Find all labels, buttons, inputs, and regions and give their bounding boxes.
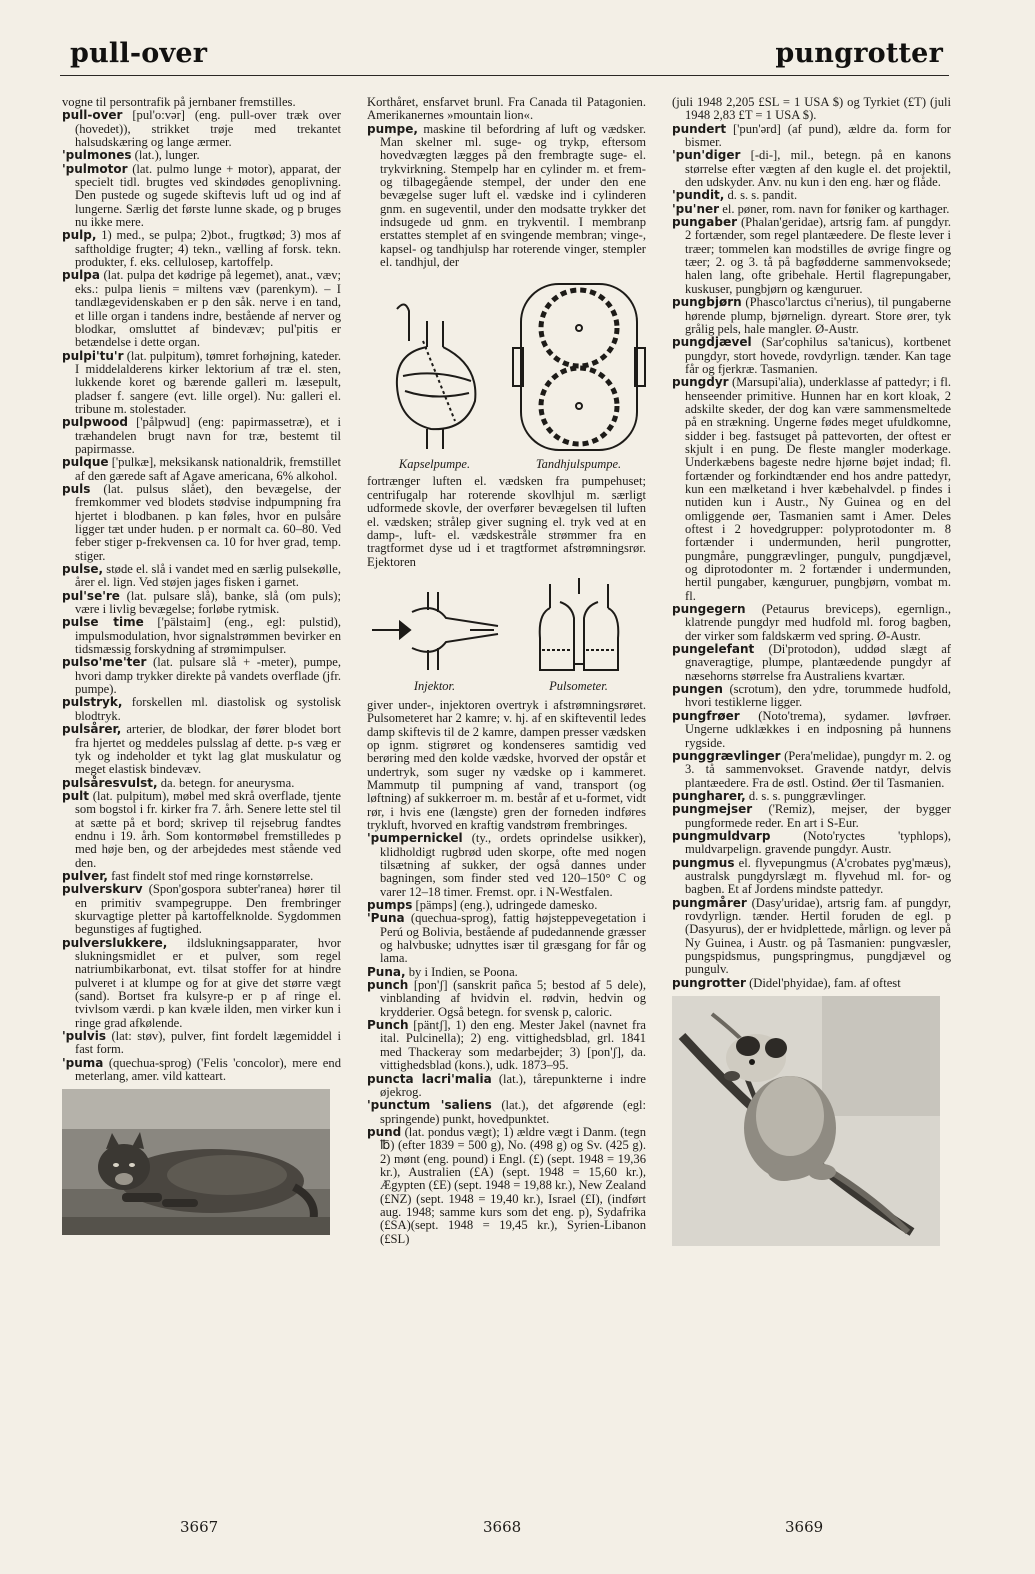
entry-definition: ['pun'ərd] (af pund), ældre da. form for bismer.: [685, 121, 951, 150]
entry-definition: ['pålpwud] (eng: papirmassetræ), et i træhandelen brugt navn for træ, bestemt til papirmasse.: [75, 415, 341, 456]
entry-headword: 'pundit,: [672, 188, 725, 203]
dictionary-entry: [62, 149, 341, 162]
entry-definition: (Spon'gospora subter'ranea) hører til en primitiv svampegruppe. Den frembringer skurvagtige pletter på kartoffelknolde. Sygdommen begunstiges af fugtighed.: [75, 882, 341, 937]
page-number-right: 3669: [785, 1518, 824, 1536]
gear-pump-figure: [511, 278, 646, 471]
entry-headword: 'pumpernickel: [367, 831, 463, 846]
pulsometer-caption: Pulsometer.: [549, 678, 608, 693]
entry-headword: pungmejser: [672, 802, 753, 817]
entry-definition: (lat.), det afgørende (egl: springende) punkt, hovedpunktet.: [380, 1098, 646, 1126]
entry-definition: (lat.), lunger.: [131, 148, 200, 163]
entry-definition: da. betegn. for aneurysma.: [157, 775, 295, 790]
dictionary-entry: [672, 96, 951, 123]
entry-definition: forskellen ml. diastolisk og systolisk blodtryk.: [75, 695, 341, 723]
dictionary-entry: [672, 830, 951, 857]
entry-definition: [pämps] (eng.), udringede damesko.: [412, 898, 598, 913]
entry-headword: pulpa: [62, 268, 100, 283]
dictionary-entry: [672, 643, 951, 683]
dictionary-entry: [672, 750, 951, 790]
dictionary-entry: [62, 416, 341, 456]
dictionary-entry: [672, 857, 951, 897]
entry-definition: (lat: støv), pulver, fint fordelt lægemiddel i fast form.: [75, 1029, 341, 1057]
entry-definition: (juli 1948 2,205 £SL = 1 USA $) og Tyrkiet (£T) (juli 1948 2,83 £T = 1 USA $).: [672, 95, 951, 123]
entry-headword: pungdjævel: [672, 335, 752, 350]
dictionary-entry: [672, 203, 951, 216]
dictionary-entry: [62, 883, 341, 936]
entry-headword: pungegern: [672, 602, 746, 617]
entry-headword: 'pun'diger: [672, 148, 741, 163]
entry-definition: (Sar'cophilus sa'tanicus), kortbenet pungdyr, stort hovede, rovdyrlign. tænder. Kan tage får og fjerkræ. Tasmanien.: [685, 335, 951, 376]
entry-headword: pungelefant: [672, 642, 755, 657]
entry-headword: pulso'me'ter: [62, 655, 147, 670]
entry-headword: pungaber: [672, 215, 738, 230]
entry-headword: pungen: [672, 682, 723, 697]
entry-headword: pumpe,: [367, 121, 418, 136]
capsule-pump-caption: Kapselpumpe.: [398, 457, 471, 472]
entry-definition: (lat. pulpitum), møbel med skrå overflade, tjente som bogstol i fr. kirker fra 7. årh. Senere lette stel til at sætte på et bord; skrivep til rejsebrug fandtes endnu i 19. årh. Som kontormøbel fremstilledes p med høje ben, og der arbejdedes mest stående ved den.: [75, 788, 341, 870]
entry-headword: pulp,: [62, 228, 97, 243]
entry-definition: arterier, de blodkar, der fører blodet bort fra hjertet og meddeles pulsslag af dette. p-s væg er tyk og indeholder et tykt lag glat muskulatur og meget elastisk bindevæv.: [75, 722, 341, 777]
entry-definition: ['pulkæ], meksikansk nationaldrik, fremstillet af den gærede saft af Agave americana, 6% alkohol.: [75, 455, 341, 483]
column-middle-lead: Korthåret, ensfarvet brunl. Fra Canada til Patagonien. Amerikanernes »mountain lion«.: [367, 95, 646, 123]
pulsometer-diagram: [524, 578, 634, 678]
entry-definition: [pul'o:vər] (eng. pull-over træk over (hovedet)), strikket trøje med trekantet halsudskæring og lange ærmer.: [75, 108, 341, 150]
entry-headword: 'pulmones: [62, 148, 132, 163]
entry-headword: pungmuldvarp: [672, 828, 771, 843]
gear-pump-diagram: [509, 278, 649, 456]
entry-headword: pungmus: [672, 855, 735, 870]
entry-definition: (lat. pulmo lunge + motor), apparat, der specielt tidl. brugtes ved skindødes genoplivning. Den pustede og sugede skiftevis luft ud og ind af lungerne. Særlig det første lunne skade, og p bruges nu ikke mere.: [75, 161, 341, 230]
dictionary-entry: [62, 1057, 341, 1084]
dictionary-entry: [672, 790, 951, 803]
entry-definition: by i Indien, se Poona.: [405, 964, 518, 979]
dictionary-entry: [62, 937, 341, 1030]
dictionary-entry: [62, 616, 341, 656]
entry-headword: pungharer,: [672, 788, 746, 803]
dictionary-entry: [672, 683, 951, 710]
capsule-pump-figure: [367, 281, 502, 471]
entry-headword: pulpwood: [62, 415, 128, 430]
entry-definition: (Noto'ryctes 'typhlops), muldvarpelign. gravende pungdyr. Austr.: [685, 828, 951, 857]
entry-definition: (Phasco'larctus ci'nerius), til pungaberne hørende plump, bjørnelign. dyreart. Store ører, tyk grålig pels, hale mangler. Ø-Austr.: [685, 295, 951, 336]
entry-definition: d. s. s. pandit.: [724, 188, 798, 203]
dictionary-entry: [62, 96, 341, 109]
dictionary-entry: [62, 870, 341, 883]
dictionary-entry: [62, 456, 341, 483]
dictionary-entry: [672, 336, 951, 376]
dictionary-entry: [62, 777, 341, 790]
puma-photo: [62, 1089, 330, 1235]
entry-definition: (Phalan'geridae), artsrig fam. af pungdyr. 2 fortænder, som regel plantæedere. De fleste lever i træer; tommelen kan modstilles de øvrige fingre og tæer; 2. og 3. tå på bagfødderne sammenvoksede; halen lang, ofte gribehale. Hertil flagrepungaber, kuskuser, pungbjørn og kænguruer.: [685, 215, 951, 296]
entry-headword: pulverslukkere,: [62, 935, 168, 950]
column-right-entries: [672, 96, 951, 990]
dictionary-entry: [672, 710, 951, 750]
dictionary-entry: [62, 590, 341, 617]
entry-definition: ildslukningsapparater, hvor slukningsmidlet er et pulver, som regel natriumbikarbonat, evt. tilsat stoffer for at hindre pulveret i at klumpe og for at give det større vægt (sand). Bortset fra kulsyre-p er p af ringe el. tvivlsom værdi. p kan kvæle ilden, men virker kun i ringe grad afkølende.: [75, 935, 341, 1030]
opossum-photo: [672, 996, 940, 1246]
entry-definition: (lat. pulsus slået), den bevægelse, der fremkommer ved blodets stødvise indpumpning fra hjertet i blodbanen. p kan føles, hvor en pulsåre ligger tæt under huden. p er normalt ca. 60–80. Ved feber stiger p-frekvensen ca. 10 for hver grad, temp. stiger.: [75, 481, 341, 563]
dictionary-entry: [367, 899, 646, 912]
entry-definition: (Di'protodon), uddød slægt af gnaveragtige, plumpe, plantæedende pungdyr af næsehorns størrelse fra Australiens kvartær.: [685, 642, 951, 683]
entry-headword: pulstryk,: [62, 695, 123, 710]
injector-caption: Injektor.: [413, 678, 456, 693]
entry-definition: [pon'ʃ] (sanskrit pañca 5; bestod af 5 dele), vinblanding af hvidvin el. rødvin, hedvin og krydderier. Også betegn. for svensk p, caloric.: [380, 978, 646, 1019]
pump-figures: [367, 274, 646, 471]
dictionary-entry: [62, 656, 341, 696]
entry-headword: punch: [367, 978, 409, 993]
entry-headword: pulpi'tu'r: [62, 348, 124, 363]
dictionary-entry: [62, 269, 341, 349]
gear-pump-caption: Tandhjulspumpe.: [535, 457, 622, 472]
entry-headword: pungmårer: [672, 895, 747, 910]
dictionary-entry: [672, 123, 951, 150]
entry-definition: (Pera'melidae), pungdyr m. 2. og 3. tå sammenvokset. Gravende natdyr, delvis plantæedere. Fra de østl. Ostind. Øer til Tasmanien.: [685, 748, 951, 790]
column-middle-entries-b: [367, 832, 646, 1246]
entry-headword: Punch: [367, 1018, 409, 1033]
entry-headword: 'pulmotor: [62, 161, 128, 176]
dictionary-entry: [62, 563, 341, 590]
dictionary-entry: [62, 109, 341, 149]
column-left: [62, 96, 341, 1235]
dictionary-entry: [672, 897, 951, 977]
entry-headword: 'pu'ner: [672, 201, 720, 216]
dictionary-entry: [367, 966, 646, 979]
column-right: [672, 96, 951, 1246]
jet-figures: [367, 573, 646, 693]
entry-headword: pul'se're: [62, 588, 120, 603]
dictionary-entry: [367, 1126, 646, 1246]
dictionary-entry: [62, 163, 341, 230]
entry-definition: [-di-], mil., betegn. på en kanons størrelse efter vægten af den kugle el. det projektil, den udskyder. Anv. nu kun i den eng. hær og flåde.: [685, 148, 951, 190]
entry-definition: (Petaurus breviceps), egernlign., klatrende pungdyr med hudfold ml. forog bagben, der virker som faldskærm ved spring. Ø-Austr.: [685, 602, 951, 643]
entry-headword: pulverskurv: [62, 882, 143, 897]
entry-definition: (Marsupi'alia), underklasse af pattedyr; i fl. henseender primitive. Hunnen har en kort kloak, 2 adskilte skeder, der dog kan være sammensmeltede på en strækning. Ungerne fødes meget ufuldkomne, sidder i beg. fastsuget på pattevorten, der oftest er skjult i en pung. De fleste mangler moderkage. Underkæbens bageste nedre hjørne bøjet indad; fl. fortænder og forkindtænder end hos andre pattedyr, kun een mælketand i hver kæbehalvdel. p findes i nutiden kun i Austr., Ny Guinea og en del omliggende øer, Tasmanien samt i Amer. Deles oftest i 2 hovedgrupper: polyprotodonter m. 8 fortænder i undermunden, heril pungrotter, pungmåre, punggrævlinger, pungulv, pungdjævel, og diprotodonter m. 2 fortænder i undermunden, hertil pungaber, kænguruer, pungbjørn, vombat m. fl.: [685, 375, 951, 603]
entry-definition: el. pøner, rom. navn for føniker og karthager.: [719, 201, 950, 216]
injector-figure: [367, 582, 502, 693]
guide-word-right: pungrotter: [775, 38, 943, 69]
entry-headword: Puna,: [367, 964, 406, 979]
dictionary-entry: [62, 229, 341, 269]
entry-definition: maskine til befordring af luft og vædsker. Man skelner ml. suge- og trykp, eftersom hovedvægten lægges på den frembragte suge- el. trykvirkning. Stempelp har en cylinder m. et frem- og tilbagegående stempel, der under den ene bevægelse suger luft el. vædske ind i cylinderen gnm. en sugeventil, under den modsatte trykker det indsugede ud gnm. en trykventil. I membranp erstattes stemplet af en svingende membran; vinge-, kapsel- og tandhjulsp har roterende vinger, stempler el. tandhjul, der: [380, 121, 646, 270]
entry-headword: pungbjørn: [672, 295, 742, 310]
entry-headword: puls: [62, 481, 91, 496]
guide-word-left: pull-over: [70, 38, 208, 69]
entry-definition: (quechua-sprog), fattig højsteppevegetation i Perú og Bolivia, bestående af pudedannende græsser og halvbuske; udnyttes især til græsgang for får og lama.: [380, 911, 646, 966]
dictionary-entry: [62, 350, 341, 417]
entry-headword: 'puma: [62, 1055, 104, 1070]
header-rule: [60, 75, 949, 76]
entry-headword: puncta lacri'malia: [367, 1071, 492, 1086]
injector-diagram: [370, 582, 500, 678]
entry-headword: pund: [367, 1124, 402, 1139]
entry-definition: (scrotum), den ydre, torummede hudfold, hvori testiklerne ligger.: [685, 682, 951, 710]
entry-definition: (Noto'trema), sydamer. løvfrøer. Ungerne udklækkes i en indposning på hunnens rygside.: [685, 708, 951, 750]
capsule-pump-diagram: [375, 281, 495, 456]
pulsometer-figure: [511, 578, 646, 693]
dictionary-entry: [62, 1030, 341, 1057]
entry-headword: pulver,: [62, 868, 108, 883]
entry-definition: 1) med., se pulpa; 2)bot., frugtkød; 3) mos af saftholdige frugter; 4) tekn., vælling af forsk. tekn. produkter, f. eks. cellulosep, kartoffelp.: [75, 228, 341, 270]
entry-definition: støde el. slå i vandet med en særlig pulsekølle, årer el. lign. Ved støjen jages fisken i garnet.: [75, 562, 341, 590]
entry-headword: pumps: [367, 898, 413, 913]
dictionary-entry: [672, 216, 951, 296]
page-number-middle: 3668: [483, 1518, 522, 1536]
dictionary-entry: [672, 189, 951, 202]
entry-definition: ('Remiz), mejser, der bygger pungformede reder. En art i S-Eur.: [685, 802, 951, 830]
entry-definition: vogne til persontrafik på jernbaner fremstilles.: [62, 95, 296, 109]
entry-headword: pungfrøer: [672, 708, 740, 723]
entry-definition: [päntʃ], 1) den eng. Mester Jakel (navnet fra ital. Pulcinella); 2) eng. vittighedsblad, grl. 1841 med Thackeray som medarbejder; 3) [pon'ʃ], da. vittighedsblad (kons.), udk. 1873–95.: [380, 1018, 646, 1073]
dictionary-entry: [367, 1073, 646, 1100]
dictionary-entry: [367, 1099, 646, 1126]
entry-definition: (quechua-sprog) ('Felis 'concolor), mere end meterlang, amer. vild katteart.: [75, 1055, 341, 1084]
dictionary-entry: [367, 123, 646, 270]
entry-definition: (lat.), tårepunkterne i indre øjekrog.: [380, 1071, 646, 1099]
column-middle: [367, 96, 646, 1246]
dictionary-entry: [367, 912, 646, 965]
column-middle-after-text: giver under-, injektoren overtryk i afstrømningsrøret. Pulsometeret har 2 kamre; v. hj. af en skifteventil ledes damp skiftevis til de 2 kamre, dampen presser vædsken op ignm. stigrøret og kondenseres samtidig ved berøring med den kolde vædske, hvorved der opstår et undertryk, som suger ny vædske op i kammeret. Mammutp til pumpning af vand, transport (og løftning) af sukkerroer m. m. består af et u-formet, vidt rør, i hvis ene (længste) gren der forneden indføres trykluft, hvorved en kraftig vandstrøm frembringes.: [367, 697, 646, 832]
column-middle-entries-a: [367, 123, 646, 270]
dictionary-entry: [62, 723, 341, 776]
entry-headword: 'punctum 'saliens: [367, 1098, 492, 1113]
entry-definition: fast findelt stof med ringe kornstørrelse.: [107, 868, 314, 883]
entry-headword: pulse,: [62, 562, 104, 577]
entry-headword: pulsårer,: [62, 722, 122, 737]
column-middle-mid-text: fortrænger luften el. vædsken fra pumpehuset; centrifugalp har roterende skovlhjul m. særligt udformede skovle, der overfører bevægelsen til luften el. vædsken; strålep giver sugning el. tryk ved at en damp-, luft- el. vædskestråle strømmer fra en tragtformet dyse ud i et tragtformet afstrømningsrør. Ejektoren: [367, 474, 646, 569]
page-number-left: 3667: [180, 1518, 219, 1536]
entry-definition: (lat. pulsare slå), banke, slå (om puls); være i livlig bevægelse; forløbe rytmisk.: [75, 588, 341, 617]
dictionary-entry: [672, 376, 951, 603]
dictionary-entry: [672, 603, 951, 643]
entry-headword: pundert: [672, 121, 727, 136]
entry-definition: (ty., ordets oprindelse usikker), klidholdigt rugbrød uden skorpe, ofte med nogen tilsætning af sukker, der også dannes under bagningen, som finder sted ved 120–150° C og varer 12–18 timer. Fremst. opr. i N-Westfalen.: [380, 831, 646, 899]
entry-headword: pult: [62, 788, 89, 803]
dictionary-entry: [367, 979, 646, 1019]
entry-definition: (lat. pulpa det kødrige på legemet), anat., væv; eks.: pulpa lienis = miltens væv (parenkym). – I tandlægevidenskaben er p den såk. nerve i en tand, et lille organ i tandens indre, bestående af nerver og blodkar, omsluttet af bindevæv; pul'pitis er betændelse i dette organ.: [75, 268, 341, 350]
entry-definition: (Didel'phyidae), fam. af oftest: [745, 975, 901, 990]
dictionary-entry: [672, 803, 951, 830]
entry-headword: pungrotter: [672, 975, 746, 990]
dictionary-entry: [367, 832, 646, 899]
entry-definition: (Dasy'uridae), artsrig fam. af pungdyr, rovdyrlign. tænder. Hertil foruden de egl. p (Dasyurus), der er hvidplettede, mårlign. og lever på Ny Guinea, i Austr. og på Tasmanien: pungvæsler, pungspidsmus, pungspringmus, pungdjævel og pungulv.: [685, 895, 951, 977]
dictionary-entry: [62, 483, 341, 563]
dictionary-entry: [672, 149, 951, 189]
entry-headword: pungdyr: [672, 375, 729, 390]
entry-headword: 'Puna: [367, 911, 405, 926]
dictionary-entry: [62, 696, 341, 723]
entry-headword: 'pulvis: [62, 1029, 106, 1044]
entry-definition: (lat. pulsare slå + -meter), pumpe, hvori damp trykker direkte på vandets overflade (jfr. pumpe).: [75, 655, 341, 697]
entry-definition: el. flyvepungmus (A'crobates pyg'mæus), australsk pungdyrslægt m. flyvehud ml. for- og bagben. Et af Jordens mindste pattedyr.: [685, 855, 951, 897]
entry-definition: (lat. pondus vægt); 1) ældre vægt i Danm. (tegn ℔) (efter 1839 = 500 g), No. (498 g) og Sv. (425 g). 2) mønt (eng. pound) i Engl. (£) (sept. 1948 = 19,36 kr.), Australien (£A) (sept. 1948 = 15,60 kr.), Ægypten (£E) (sept. 1948 = 19,88 kr.), New Zealand (£NZ) (sept. 1948 = 19,40 kr.), Israel (£I), (indført aug. 1948; samme kurs som det eng. p), Sydafrika (£SA)(sept. 1948 = 19,45 kr.), Syrien-Libanon (£SL): [380, 1124, 646, 1246]
entry-headword: pull-over: [62, 108, 123, 123]
dictionary-entry: [367, 1019, 646, 1072]
entry-headword: pulse time: [62, 615, 144, 630]
dictionary-entry: [672, 977, 951, 990]
entry-definition: ['pälstaim] (eng., egl: pulstid), impulsmodulation, hvor signalstrømmen bevirker en tidsmæssig forskydning af strømimpulser.: [75, 615, 341, 657]
entry-headword: punggrævlinger: [672, 748, 781, 763]
entry-headword: pulque: [62, 455, 109, 470]
entry-definition: (lat. pulpitum), tømret forhøjning, kateder. I middelalderens kirker lektorium af træ el. sten, lukkende koret og bærende galleri m. læsepult, pladser f. sangere (evt. lille orgel). Nu: galleri el. tribune m. stolestader.: [75, 348, 341, 416]
column-left-entries: [62, 96, 341, 1083]
entry-headword: pulsåresvulst,: [62, 775, 158, 790]
dictionary-entry: [62, 790, 341, 870]
dictionary-entry: [672, 296, 951, 336]
entry-definition: d. s. s. punggrævlinger.: [745, 788, 867, 803]
